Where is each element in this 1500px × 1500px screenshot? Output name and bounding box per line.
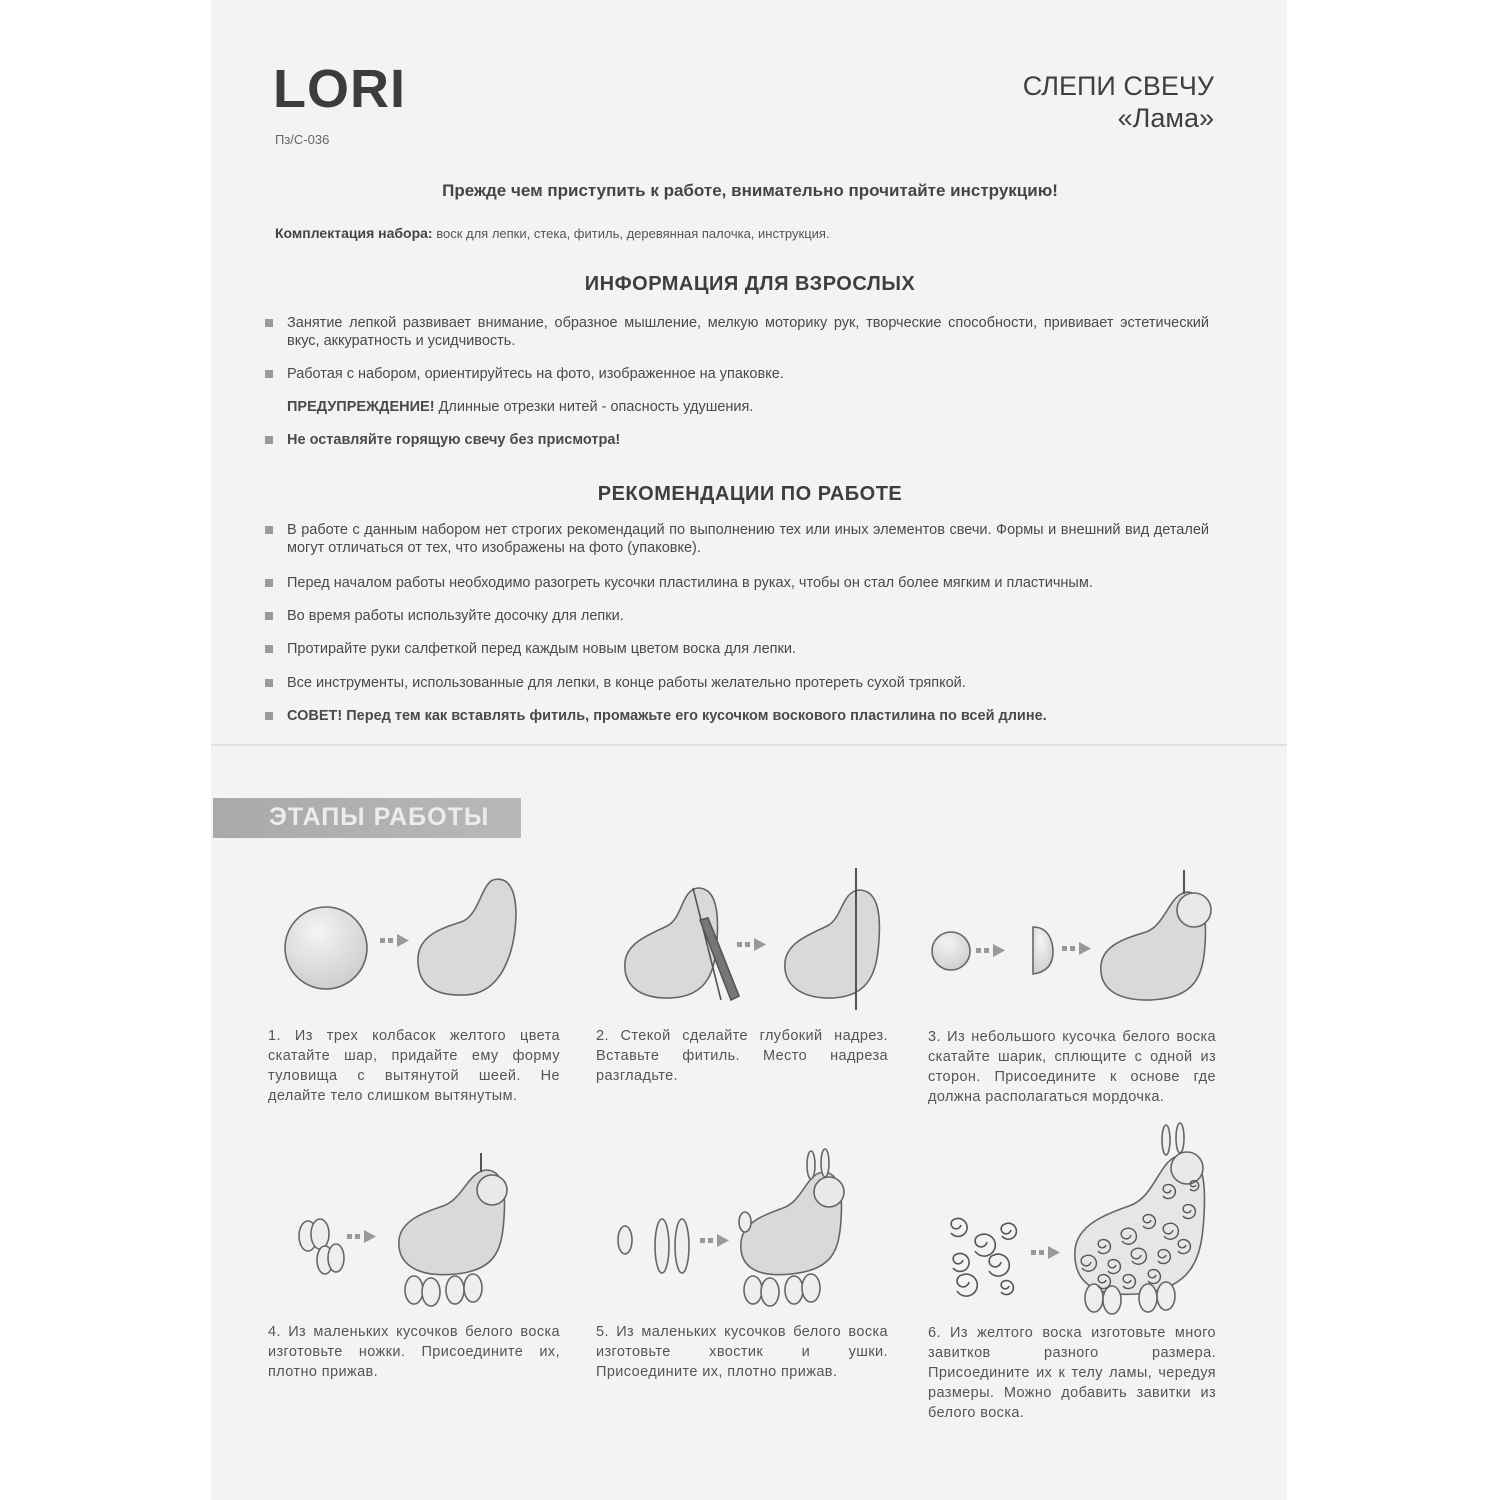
step3-illustration	[932, 870, 1211, 1000]
arrow-icon	[380, 934, 409, 947]
rec-item-3-text: Во время работы используйте досочку для лепки.	[287, 608, 624, 624]
step6-illustration	[951, 1123, 1205, 1314]
kit-label: Комплектация набора:	[275, 225, 433, 241]
step-1-caption: 1. Из трех колбасок желтого цвета скатайте шар, придайте ему форму туловища с вытянутой шеей. Не делайте тело слишком вытянутым.	[268, 1028, 560, 1104]
rec-item-2	[287, 574, 1209, 592]
title-line-2: «Лама»	[1117, 103, 1214, 134]
brand-logo: LORI	[273, 59, 406, 119]
product-title	[1023, 70, 1214, 135]
stages-banner-label: ЭТАПЫ РАБОТЫ	[269, 803, 490, 831]
arrow-icon	[1062, 942, 1091, 955]
rec-item-4-text: Протирайте руки салфеткой перед каждым новым цветом воска для лепки.	[287, 641, 796, 657]
bullet-icon	[265, 645, 273, 653]
bullet-icon	[265, 612, 273, 620]
adults-heading: ИНФОРМАЦИЯ ДЛЯ ВЗРОСЛЫХ	[584, 273, 916, 295]
rec-item-6-text: СОВЕТ! Перед тем как вставлять фитиль, промажьте его кусочком воскового пластилина по всей длине.	[287, 708, 1047, 724]
arrow-icon	[976, 944, 1005, 957]
step-4-caption: 4. Из маленьких кусочков белого воска изготовьте ножки. Присоедините их, плотно прижав.	[268, 1324, 560, 1380]
step-6-caption: 6. Из желтого воска изготовьте много завитков разного размера. Присоедините их к телу ламы, чередуя размеры. Можно добавить завитки из белого воска.	[928, 1325, 1216, 1421]
warning-label: ПРЕДУПРЕЖДЕНИЕ!	[287, 399, 435, 415]
title-line-1: СЛЕПИ СВЕЧУ	[1022, 71, 1214, 101]
step4-illustration	[299, 1153, 507, 1306]
adults-item-3-text: Не оставляйте горящую свечу без присмотра!	[287, 432, 621, 448]
read-instructions-notice: Прежде чем приступить к работе, внимательно прочитайте инструкцию!	[442, 181, 1058, 200]
bullet-icon	[265, 679, 273, 687]
step2-illustration	[625, 868, 880, 1010]
rec-item-5-text: Все инструменты, использованные для лепки, в конце работы желательно протереть сухой тряпкой.	[287, 675, 966, 691]
bullet-icon	[265, 526, 273, 534]
paper-fold-line	[211, 744, 1287, 746]
stages-banner	[213, 798, 521, 838]
step5-illustration	[618, 1149, 844, 1306]
rec-item-6	[287, 707, 1209, 725]
step1-illustration	[285, 879, 516, 995]
product-code: Пз/С-036	[275, 132, 330, 147]
kit-text: воск для лепки, стека, фитиль, деревянная палочка, инструкция.	[432, 226, 830, 241]
arrow-icon	[1031, 1246, 1060, 1259]
adults-item-3	[287, 431, 1209, 449]
rec-item-1	[287, 521, 1209, 557]
warning-line	[287, 398, 1209, 416]
bullet-icon	[265, 436, 273, 444]
kit-contents	[275, 225, 830, 241]
bullet-icon	[265, 712, 273, 720]
adults-item-1-text: Занятие лепкой развивает внимание, образное мышление, мелкую моторику рук, творческие способности, прививает эстетический вкус, аккуратность и усидчивость.	[287, 315, 1209, 349]
step-3-caption: 3. Из небольшого кусочка белого воска скатайте шарик, сплющите с одной из сторон. Присоедините к основе где должна располагаться мордочка.	[928, 1029, 1216, 1105]
rec-item-3	[287, 607, 1209, 625]
arrow-icon	[347, 1230, 376, 1243]
recommendations-heading: РЕКОМЕНДАЦИИ ПО РАБОТЕ	[597, 483, 903, 505]
rec-item-1-text: В работе с данным набором нет строгих рекомендаций по выполнению тех или иных элементов свечи. Формы и внешний вид деталей могут отличаться от тех, что изображены на фото (упаковке).	[287, 522, 1209, 556]
arrow-icon	[700, 1234, 729, 1247]
bullet-icon	[265, 370, 273, 378]
adults-item-2	[287, 365, 1209, 383]
step-2-caption: 2. Стекой сделайте глубокий надрез. Вставьте фитиль. Место надреза разгладьте.	[596, 1028, 888, 1084]
bullet-icon	[265, 579, 273, 587]
step-5-caption: 5. Из маленьких кусочков белого воска изготовьте хвостик и ушки. Присоедините их, плотно прижав.	[596, 1324, 888, 1380]
bullet-icon	[265, 319, 273, 327]
adults-item-2-text: Работая с набором, ориентируйтесь на фото, изображенное на упаковке.	[287, 366, 784, 382]
adults-item-1	[287, 314, 1209, 350]
rec-item-4	[287, 640, 1209, 658]
rec-item-5	[287, 674, 1209, 692]
warning-text: Длинные отрезки нитей - опасность удушения.	[434, 399, 754, 415]
rec-item-2-text: Перед началом работы необходимо разогреть кусочки пластилина в руках, чтобы он стал более мягким и пластичным.	[287, 575, 1093, 591]
arrow-icon	[737, 938, 766, 951]
